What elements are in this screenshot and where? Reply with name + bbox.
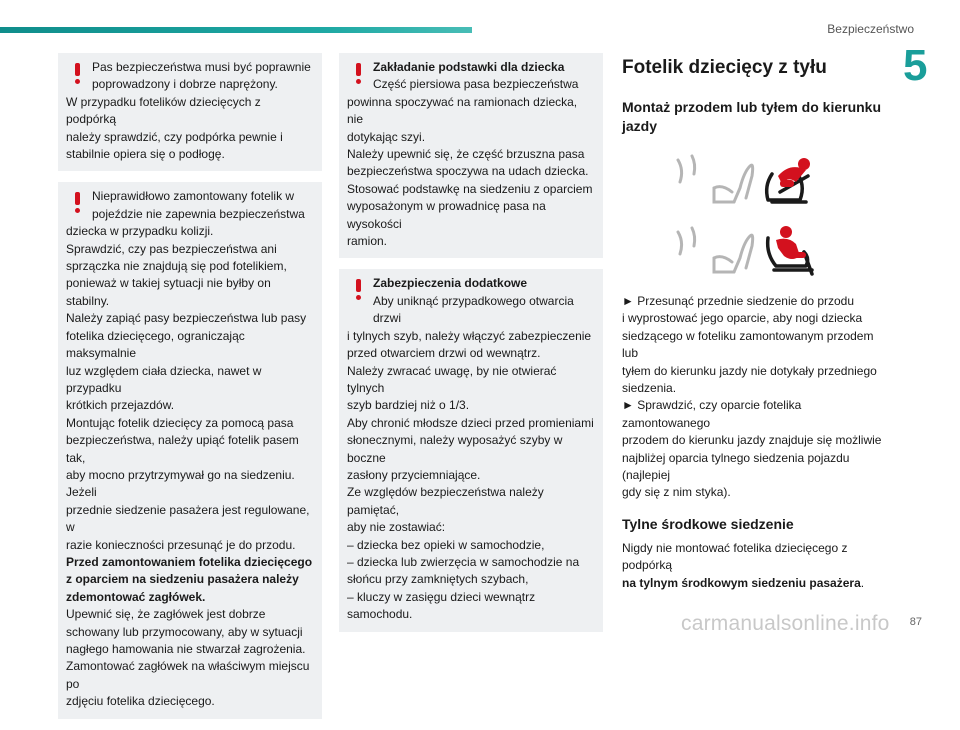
warning-text-line: zdjęciu fotelika dziecięcego. (66, 694, 215, 709)
rear-center-end: . (860, 575, 865, 590)
warning-bold-line: z oparciem na siedzeniu pasażera należy (66, 572, 299, 587)
rear-center-bold: na tylnym środkowym siedzeniu pasażera (622, 575, 861, 590)
column-right (622, 53, 884, 592)
warning-text-line: Nieprawidłowo zamontowany fotelik w (92, 189, 295, 204)
warning-text-line: Pas bezpieczeństwa musi być poprawnie (92, 60, 311, 74)
warning-text-line: zasłony przyciemniające. (347, 467, 481, 482)
warning-text-line: aby mocno przytrzymywał go na siedzeniu. Jeżeli (66, 467, 295, 500)
warning-text-line: W przypadku fotelików dziecięcych z podpórką (66, 94, 261, 127)
instruction-text (622, 293, 884, 502)
warning-text-line: wyposażonym w prowadnicę pasa na wysokości (347, 199, 546, 231)
rearward-facing-child-seat-icon (668, 152, 828, 208)
warning-text-line: Należy zwracać uwagę, by nie otwierać tylnych (347, 363, 557, 395)
column-left (58, 53, 322, 730)
warning-box-seatbelt-tension (58, 53, 322, 171)
instruction-line: najbliżej oparcia tylnego siedzenia pojazdu (najlepiej (622, 450, 850, 483)
column-middle (339, 53, 603, 643)
warning-text-line: powinna spoczywać na ramionach dziecka, nie (347, 94, 578, 127)
warning-text-line: Aby uniknąć przypadkowego otwarcia drzwi (373, 293, 574, 326)
warning-text-line: Część piersiowa pasa bezpieczeństwa (373, 77, 579, 92)
warning-exclamation-icon (355, 63, 363, 85)
warning-text-line: Należy upewnić się, że część brzuszna pasa (347, 147, 585, 162)
warning-text-line: Sprawdzić, czy pas bezpieczeństwa ani (66, 241, 277, 256)
rear-center-line: Nigdy nie montować fotelika dziecięcego z podpórką (622, 540, 848, 573)
warning-text-line: bezpieczeństwa, należy upiąć fotelik pasem tak, (66, 433, 299, 465)
warning-text-line: Stosować podstawkę na siedzeniu z oparciem (347, 181, 593, 196)
warning-text-line: ramion. (347, 234, 388, 249)
instruction-line: siedzącego w foteliku zamontowanym przodem lub (622, 328, 874, 361)
warning-text-line: słonecznymi, należy wyposażyć szyby w boczne (347, 433, 563, 465)
warning-box-booster-seat (339, 53, 603, 258)
warning-bold-line: zdemontować zagłówek. (66, 589, 206, 604)
warning-text-line: nagłego hamowania nie stwarzał zagrożenia. (66, 642, 306, 656)
subsection-heading-line: Montaż przodem lub tyłem do kierunku (622, 99, 882, 115)
warning-text-line: słońcu przy zamkniętych szybach, (347, 572, 529, 587)
warning-title: Zakładanie podstawki dla dziecka (373, 60, 565, 74)
warning-text-line: pojeździe nie zapewnia bezpieczeństwa (92, 206, 305, 221)
warning-text-line: Aby chronić młodsze dzieci przed promieniami (347, 415, 594, 430)
warning-exclamation-icon (74, 192, 82, 214)
chapter-number: 5 (903, 41, 928, 90)
warning-text-line: bezpieczeństwa spoczywa na udach dziecka. (347, 164, 589, 179)
warning-text-line: ponieważ w takiej sytuacji nie byłby on stabilny. (66, 276, 271, 308)
warning-text-line: – kluczy w zasięgu dzieci wewnątrz samochodu. (347, 589, 536, 622)
warning-text-line: i tylnych szyb, należy włączyć zabezpieczenie (347, 328, 592, 343)
warning-exclamation-icon (355, 279, 363, 301)
warning-text-line: dziecka w przypadku kolizji. (66, 224, 214, 239)
page-number: 87 (909, 616, 922, 628)
instruction-line: tyłem do kierunku jazdy nie dotykały przedniego (622, 363, 877, 378)
warning-text-line: luz względem ciała dziecka, nawet w przypadku (66, 363, 262, 395)
instruction-line: gdy się z nim styka). (622, 485, 731, 500)
warning-text-line: dotykając szyi. (347, 129, 426, 144)
warning-text-line: przed otwarciem drzwi od wewnątrz. (347, 346, 541, 361)
warning-text-line: Upewnić się, że zagłówek jest dobrze (66, 607, 266, 622)
warning-text-line: aby nie zostawiać: (347, 520, 446, 535)
page-title: Fotelik dziecięcy z tyłu (622, 57, 827, 78)
subsection-heading (622, 98, 884, 136)
warning-bold-line: Przed zamontowaniem fotelika dziecięcego (66, 554, 313, 569)
warning-text-line: – dziecka bez opieki w samochodzie, (347, 537, 545, 552)
warning-text-line: stabilnie opiera się o podłogę. (66, 147, 225, 162)
section-title: Bezpieczeństwo (827, 22, 914, 36)
header-accent-bar (0, 27, 472, 33)
watermark: carmanualsonline.info (681, 612, 890, 635)
warning-text-line: szyb bardziej niż o 1/3. (347, 398, 470, 413)
warning-text-line: razie konieczności przesunąć je do przodu. (66, 537, 296, 552)
warning-text-line: należy sprawdzić, czy podpórka pewnie i (66, 129, 283, 144)
warning-text-line: fotelika dziecięcego, ograniczając maksymalnie (66, 328, 245, 361)
warning-text-line: Ze względów bezpieczeństwa należy pamiętać, (347, 485, 544, 517)
instruction-line: siedzenia. (622, 381, 677, 396)
instruction-line: ► Sprawdzić, czy oparcie fotelika zamontowanego (622, 398, 802, 430)
warning-title: Zabezpieczenia dodatkowe (373, 276, 528, 291)
instruction-line: i wyprostować jego oparcie, aby nogi dziecka (622, 311, 863, 326)
warning-exclamation-icon (74, 63, 82, 85)
warning-box-incorrect-install (58, 182, 322, 718)
instruction-line: przodem do kierunku jazdy znajduje się możliwie (622, 433, 882, 448)
subsection-heading-line: jazdy (622, 118, 658, 134)
forward-facing-child-seat-icon (668, 222, 828, 278)
warning-text-line: poprowadzony i dobrze naprężony. (92, 77, 278, 92)
subsection-heading-rear-center: Tylne środkowe siedzenie (622, 515, 794, 532)
warning-text-line: Montując fotelik dziecięcy za pomocą pasa (66, 415, 294, 430)
warning-text-line: sprzączka nie znajdują się pod fotelikiem, (66, 259, 287, 274)
rear-center-text (622, 540, 884, 592)
warning-text-line: Zamontować zagłówek na właściwym miejscu po (66, 659, 310, 691)
warning-text-line: przednie siedzenie pasażera jest regulowane, w (66, 502, 310, 535)
warning-text-line: krótkich przejazdów. (66, 398, 175, 413)
warning-box-additional-safety (339, 269, 603, 631)
warning-text-line: Należy zapiąć pasy bezpieczeństwa lub pasy (66, 311, 307, 326)
warning-text-line: – dziecka lub zwierzęcia w samochodzie na (347, 554, 580, 569)
warning-text-line: schowany lub przymocowany, aby w sytuacji (66, 624, 303, 639)
instruction-line: ► Przesunąć przednie siedzenie do przodu (622, 294, 855, 308)
